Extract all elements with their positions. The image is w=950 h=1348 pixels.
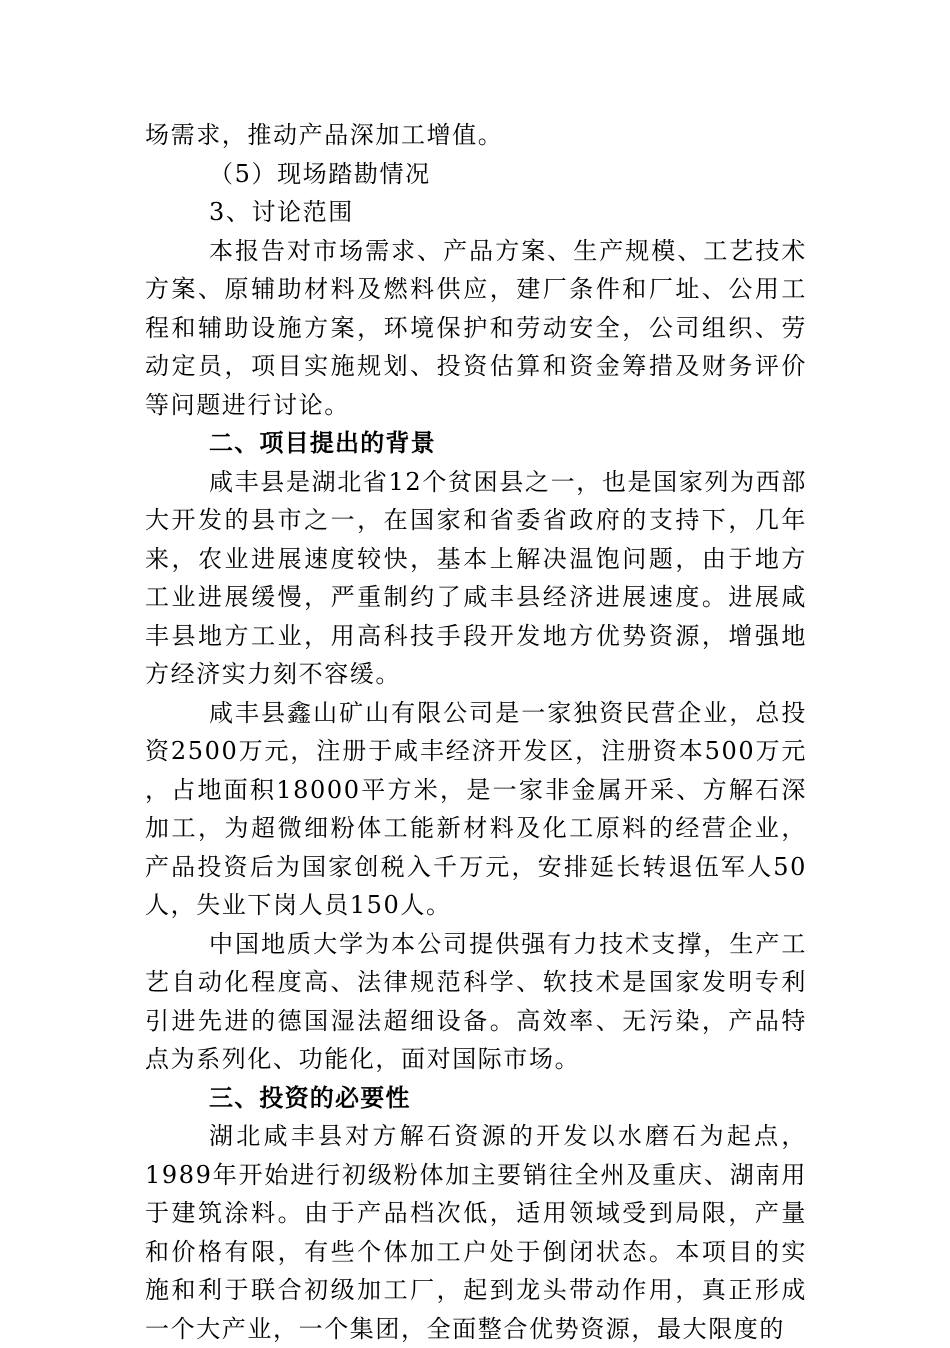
subsection-site-survey: （5）现场踏勘情况 <box>209 159 431 188</box>
paragraph-background-2: 咸丰县鑫山矿山有限公司是一家独资民营企业，总投资2500万元，注册于咸丰经济开发区，注册资本500万元 ，占地面积18000平方米，是一家非金属开采、方解石深加工，为超微细粉体工能新材料及化工原料的经营企业，产品投资后为国家创税入千万元，安排延长转退伍军人50人，失业下岗人员150人。 <box>145 698 807 919</box>
section-heading-necessity: 三、投资的必要性 <box>209 1083 411 1112</box>
document-body <box>145 116 807 1348</box>
paragraph-background-1: 咸丰县是湖北省12个贫困县之一，也是国家列为西部大开发的县市之一，在国家和省委省政府的支持下，几年来，农业进展速度较快，基本上解决温饱问题，由于地方工业进展缓慢，严重制约了咸丰县经济进展速度。进展咸丰县地方工业，用高科技手段开发地方优势资源，增强地方经济实力刻不容缓。 <box>145 467 807 688</box>
paragraph-scope: 本报告对市场需求、产品方案、生产规模、工艺技术方案、原辅助材料及燃料供应，建厂条件和厂址、公用工程和辅助设施方案，环境保护和劳动安全，公司组织、劳动定员，项目实施规划、投资估算和资金筹措及财务评价等问题进行讨论。 <box>145 236 807 419</box>
subsection-scope: 3、讨论范围 <box>209 198 354 226</box>
section-heading-background: 二、项目提出的背景 <box>209 429 436 457</box>
paragraph-continuation: 场需求，推动产品深加工增值。 <box>145 121 504 149</box>
paragraph-background-3: 中国地质大学为本公司提供强有力技术支撑，生产工艺自动化程度高、法律规范科学、软技术是国家发明专利引进先进的德国湿法超细设备。高效率、无污染，产品特点为系列化、功能化，面对国际市场。 <box>145 929 807 1073</box>
paragraph-necessity: 湖北咸丰县对方解石资源的开发以水磨石为起点，1989年开始进行初级粉体加主要销往全州及重庆、湖南用于建筑涂料。由于产品档次低，适用领域受到局限，产量和价格有限，有些个体加工户处于倒闭状态。本项目的实施和利于联合初级加工厂，起到龙头带动作用，真正形成一个大产业，一个集团，全面整合优势资源，最大限度的 <box>145 1122 807 1343</box>
